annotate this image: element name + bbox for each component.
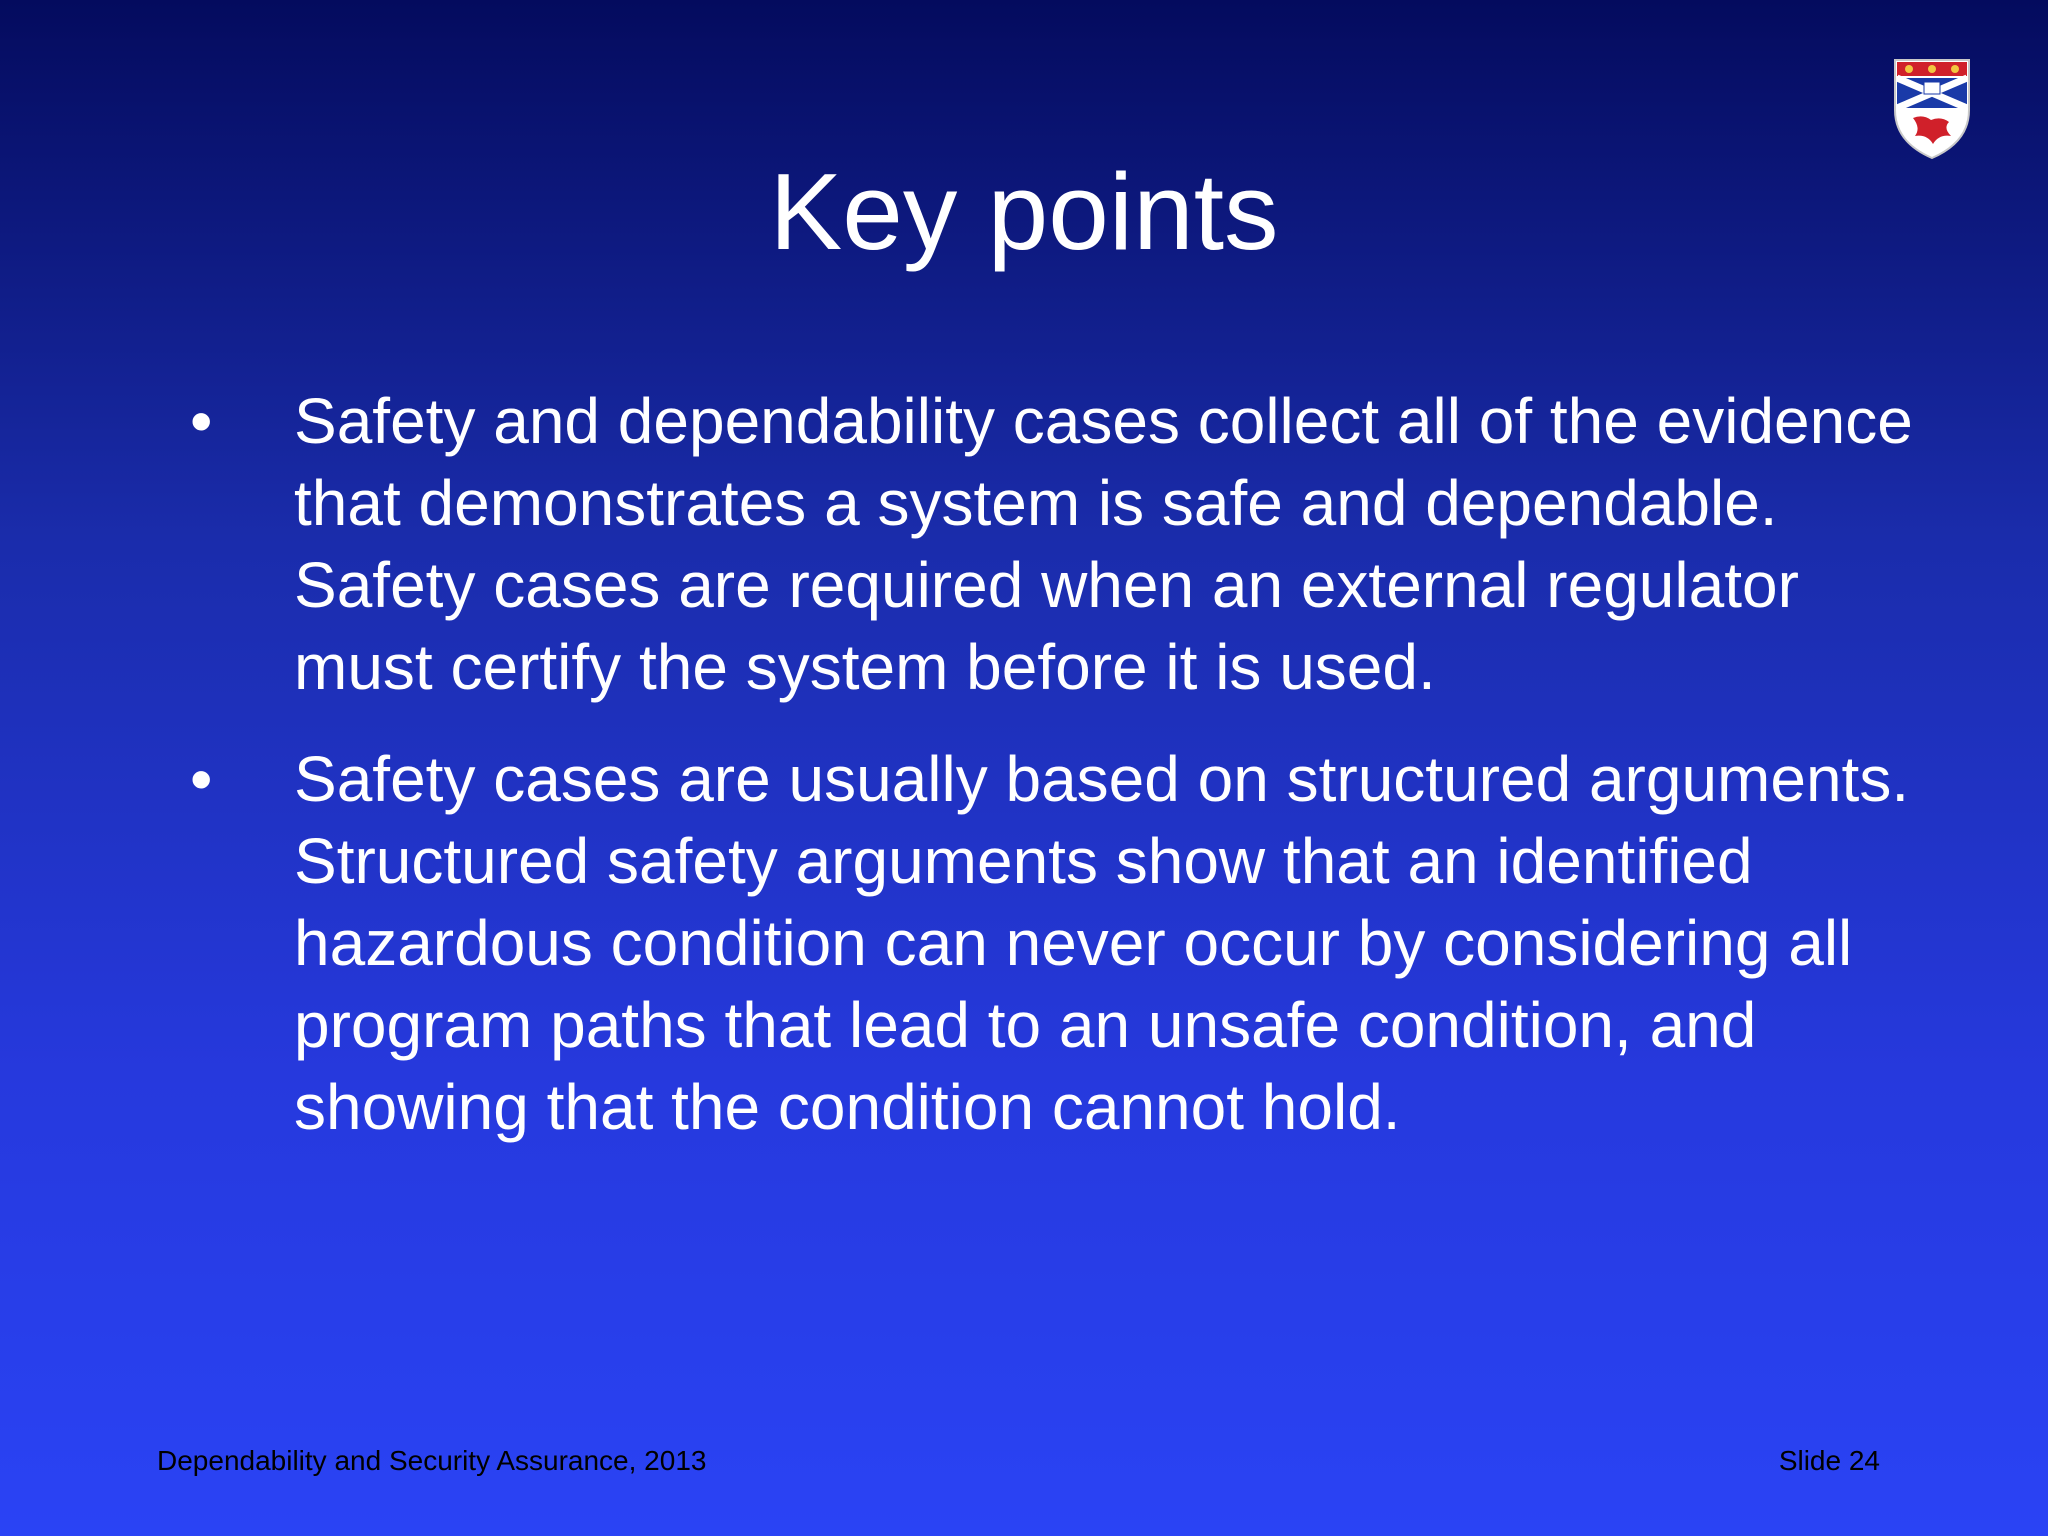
bullet-item-1 — [190, 380, 1950, 708]
university-crest-icon — [1893, 58, 1971, 160]
bullet-marker: • — [190, 743, 213, 815]
bullet-text: Safety and dependability cases collect all of the evidence that demonstrates a system is safe and dependable. Safety cases are required when an external regulator must certify the system before it is used. — [294, 385, 1913, 703]
bullet-list — [190, 380, 1950, 1178]
bullet-text: Safety cases are usually based on structured arguments. Structured safety arguments show that an identified hazardous condition can never occur by considering all program paths that lead to an unsafe condition, and showing that the condition cannot hold. — [294, 743, 1910, 1143]
footer-course-title: Dependability and Security Assurance, 2013 — [157, 1445, 707, 1476]
slide-title: Key points — [769, 151, 1279, 273]
bullet-marker: • — [190, 385, 213, 457]
footer-slide-number: Slide 24 — [1778, 1445, 1880, 1476]
bullet-item-2 — [190, 738, 1950, 1148]
